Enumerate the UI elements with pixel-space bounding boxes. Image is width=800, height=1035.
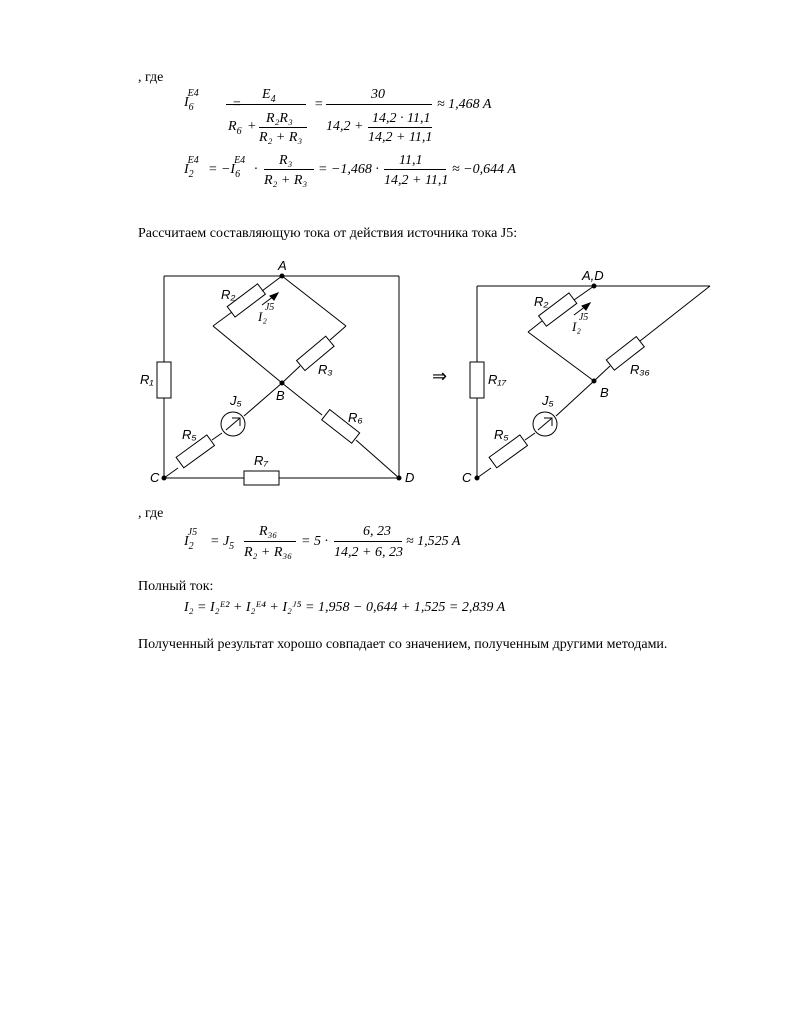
eq3-lhs: $I_2^{J5}$ bbox=[184, 527, 198, 552]
eq2-frac-den: R₂ + R₃ bbox=[264, 173, 308, 188]
node-a-label: A bbox=[278, 258, 287, 273]
eq2-val-num: 11,1 bbox=[399, 153, 423, 168]
eq3-mid: = 5 · bbox=[301, 534, 328, 549]
i2-j5-reduced-current-label: I₂$^{J5}$ bbox=[572, 311, 589, 334]
j5-label: J₅ bbox=[230, 393, 242, 408]
eq1-equals: = bbox=[232, 97, 242, 112]
r17-label: R₁₇ bbox=[488, 372, 507, 387]
node-c-label: C bbox=[150, 470, 160, 485]
r2-label: R₂ bbox=[221, 287, 236, 302]
eq1-lhs: $I_6^{E4}$ bbox=[184, 88, 199, 113]
intro-text: , где bbox=[138, 70, 164, 85]
eq2-result: ≈ −0,644 A bbox=[452, 162, 516, 177]
eq1-num-e: $E_4$ bbox=[262, 87, 276, 105]
r36-label: R₃₆ bbox=[630, 362, 650, 377]
resistor-r1 bbox=[157, 362, 171, 398]
eq1-plus: + bbox=[247, 119, 257, 134]
eq1-inner-den-val: 14,2 + 11,1 bbox=[368, 130, 433, 145]
eq3-frac-den: R₂ + R₃₆ bbox=[244, 545, 293, 560]
eq1-den-r6: $R_6$ bbox=[228, 119, 242, 137]
r3-label: R₃ bbox=[318, 362, 333, 377]
conclusion-text: Полученный результат хорошо совпадает со значением, полученным другими методами. bbox=[138, 637, 668, 652]
node-b-label: B bbox=[276, 388, 285, 403]
r1-label: R₁ bbox=[140, 372, 154, 387]
equation-total: I₂ = I₂ᴱ² + I₂ᴱ⁴ + I₂ᴶ⁵ = 1,958 − 0,644 + 1,525 = 2,839 A bbox=[184, 600, 506, 615]
eq2-lhs: $I_2^{E4}$ bbox=[184, 155, 199, 180]
node-c-reduced-label: C bbox=[462, 470, 472, 485]
node-b-reduced-label: B bbox=[600, 385, 609, 400]
i2-j5-current-label: I₂$^{J5}$ bbox=[258, 301, 275, 324]
r6-label: R₆ bbox=[348, 410, 363, 425]
eq1-equals-2: = bbox=[314, 97, 324, 112]
eq3-rhs-start: = $J_5$ bbox=[210, 534, 235, 552]
r2-reduced-label: R₂ bbox=[534, 294, 549, 309]
eq3-frac-num: R₃₆ bbox=[259, 524, 278, 539]
eq1-inner-num: R₂R₃ bbox=[266, 111, 293, 126]
eq2-val-den: 14,2 + 11,1 bbox=[384, 173, 449, 188]
where-text-2: , где bbox=[138, 506, 164, 521]
section-text: Рассчитаем составляющую тока от действия источника тока J5: bbox=[138, 226, 518, 241]
eq1-inner-den: R₂ + R₃ bbox=[259, 130, 303, 145]
r5-label: R₅ bbox=[182, 427, 197, 442]
transform-arrow: ⇒ bbox=[432, 366, 448, 386]
node-ad-label: A,D bbox=[582, 268, 604, 283]
eq1-inner-num-val: 14,2 · 11,1 bbox=[372, 111, 431, 126]
r5-reduced-label: R₅ bbox=[494, 427, 509, 442]
resistor-r7 bbox=[244, 471, 279, 485]
eq1-result: ≈ 1,468 A bbox=[437, 97, 492, 112]
r7-label: R₇ bbox=[254, 453, 268, 468]
resistor-r17 bbox=[470, 362, 484, 398]
node-d-label: D bbox=[405, 470, 415, 485]
eq2-frac-num: R₃ bbox=[279, 153, 293, 168]
eq3-val-num: 6, 23 bbox=[363, 524, 391, 539]
eq1-num-val: 30 bbox=[371, 87, 385, 102]
eq1-den-val: 14,2 + bbox=[326, 119, 364, 134]
total-label: Полный ток: bbox=[138, 579, 214, 594]
eq3-result: ≈ 1,525 A bbox=[406, 534, 461, 549]
eq2-rhs-start: = $-I_6^{E4}$ bbox=[208, 155, 246, 180]
eq3-val-den: 14,2 + 6, 23 bbox=[334, 545, 403, 560]
eq3-frac-bar bbox=[244, 541, 296, 542]
j5-reduced-label: J₅ bbox=[542, 393, 554, 408]
circuit-original bbox=[157, 274, 401, 485]
eq2-mid: = −1,468 · bbox=[318, 162, 379, 177]
eq3-val-bar bbox=[334, 541, 402, 542]
eq2-dot: · bbox=[254, 162, 258, 177]
